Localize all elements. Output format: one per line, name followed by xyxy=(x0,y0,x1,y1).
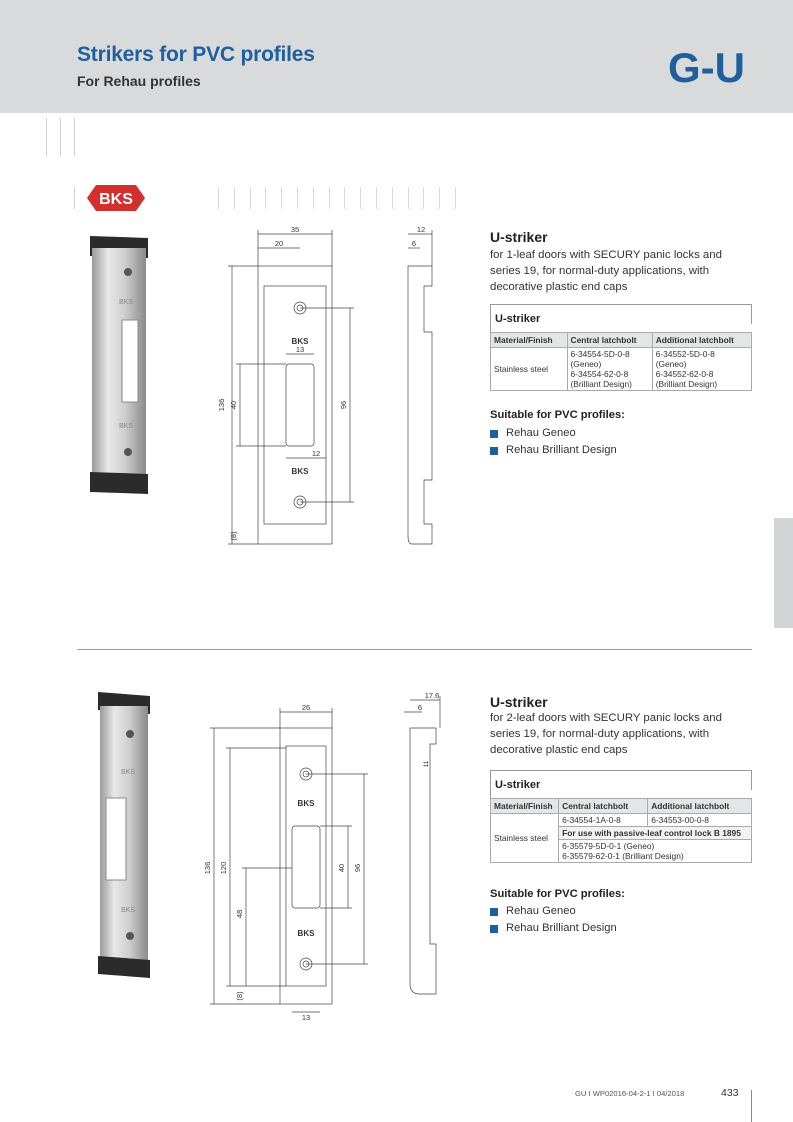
svg-text:BKS: BKS xyxy=(118,299,134,306)
dim-depth-2: 6 xyxy=(411,239,417,248)
product-2-title: U-striker xyxy=(490,694,548,710)
note-cell: For use with passive-leaf control lock B 1895 xyxy=(559,827,752,840)
decor-tick xyxy=(408,187,409,209)
spec-table xyxy=(490,798,752,863)
dim-holes: 96 xyxy=(339,400,348,410)
page-header xyxy=(0,0,793,113)
col-header: Additional latchbolt xyxy=(652,333,751,348)
decor-tick xyxy=(281,187,282,209)
technical-drawing-2 xyxy=(200,688,462,1022)
dim-depth: 12 xyxy=(416,225,426,234)
logo-text: G-U xyxy=(668,44,745,88)
bullet-icon xyxy=(490,925,498,933)
additional-cell: 6-34552-5D-0-8 (Geneo) 6-34552-62-0-8 (Brilliant Design) xyxy=(652,348,751,391)
list-item: Rehau Brilliant Design xyxy=(490,920,617,937)
dim-opening: 40 xyxy=(229,400,238,410)
bullet-icon xyxy=(490,908,498,916)
central-cell: 6-34554-5D-0-8 (Geneo) 6-34554-62-0-8 (Brilliant Design) xyxy=(567,348,652,391)
decor-tick xyxy=(376,187,377,209)
dim-c: (8) xyxy=(235,991,244,1001)
extra-cell: 6-35579-5D-0-1 (Geneo) 6-35579-62-0-1 (Brilliant Design) xyxy=(559,840,752,863)
suitable-title-1: Suitable for PVC profiles: xyxy=(490,409,625,421)
page-title: Strikers for PVC profiles xyxy=(77,43,315,66)
decor-line xyxy=(74,187,75,209)
dim-a: 13 xyxy=(295,345,305,354)
product-photo-1 xyxy=(84,228,154,498)
bullet-icon xyxy=(490,430,498,438)
drawing-label: BKS xyxy=(297,799,315,808)
decor-tick xyxy=(439,187,440,209)
drawing-label: BKS xyxy=(291,467,309,476)
spec-table-title: U-striker xyxy=(490,304,752,332)
bks-badge-text: BKS xyxy=(99,191,133,208)
svg-text:BKS: BKS xyxy=(118,423,134,430)
dim-width: 35 xyxy=(290,225,300,234)
product-photo-2 xyxy=(92,690,156,980)
central-cell: 6-34554-1A-0-8 xyxy=(559,814,648,827)
col-header: Central latchbolt xyxy=(567,333,652,348)
dim-height-2: 120 xyxy=(219,861,228,875)
dim-width: 26 xyxy=(301,703,311,712)
suitable-list-1 xyxy=(490,425,617,459)
decor-tick xyxy=(250,187,251,209)
decor-line xyxy=(46,118,47,156)
decor-tick xyxy=(234,187,235,209)
bks-brand-badge xyxy=(86,184,146,212)
product-1-description: for 1-leaf doors with SECURY panic locks and series 19, for normal-duty applications, with decorative plastic end caps xyxy=(490,249,722,293)
decor-tick xyxy=(423,187,424,209)
drawing-label: BKS xyxy=(291,337,309,346)
gu-logo xyxy=(668,44,754,88)
dim-depth-2: 6 xyxy=(417,703,423,712)
drawing-label: BKS xyxy=(297,929,315,938)
dim-a: 13 xyxy=(301,1013,311,1022)
col-header: Material/Finish xyxy=(491,799,559,814)
decor-tick xyxy=(297,187,298,209)
footer-info: GU I WP02016-04-2-1 I 04/2018 xyxy=(575,1089,685,1098)
decor-tick xyxy=(360,187,361,209)
dim-e: 48 xyxy=(235,909,244,919)
dim-height: 136 xyxy=(217,398,226,412)
suitable-list-2 xyxy=(490,903,617,937)
dim-s: 11 xyxy=(423,760,430,768)
list-item: Rehau Geneo xyxy=(490,425,617,442)
spec-table-2 xyxy=(490,770,752,863)
decor-tick xyxy=(313,187,314,209)
decor-tick xyxy=(344,187,345,209)
dim-c: (8) xyxy=(229,531,238,541)
decor-tick xyxy=(392,187,393,209)
section-divider xyxy=(77,649,752,650)
col-header: Central latchbolt xyxy=(559,799,648,814)
material-cell: Stainless steel xyxy=(491,814,559,863)
dim-opening: 40 xyxy=(337,863,346,873)
additional-cell: 6-34553-00-0-8 xyxy=(648,814,752,827)
dim-b: 12 xyxy=(311,449,321,458)
page-subtitle: For Rehau profiles xyxy=(77,73,201,89)
svg-text:BKS: BKS xyxy=(120,907,136,914)
list-item: Rehau Geneo xyxy=(490,903,617,920)
decor-tick xyxy=(329,187,330,209)
product-2-description: for 2-leaf doors with SECURY panic locks and series 19, for normal-duty applications, with decorative plastic end caps xyxy=(490,712,722,756)
decor-tick xyxy=(218,187,219,209)
list-item: Rehau Brilliant Design xyxy=(490,442,617,459)
dim-height: 136 xyxy=(203,861,212,875)
product-1-title: U-striker xyxy=(490,229,548,245)
technical-drawing-1 xyxy=(212,222,457,552)
spec-table xyxy=(490,332,752,391)
svg-text:BKS: BKS xyxy=(120,769,136,776)
col-header: Material/Finish xyxy=(491,333,568,348)
suitable-title-2: Suitable for PVC profiles: xyxy=(490,888,625,900)
footer-divider xyxy=(751,1090,752,1122)
side-tab xyxy=(774,518,793,628)
bullet-icon xyxy=(490,447,498,455)
dim-depth: 17.6 xyxy=(424,691,440,700)
decor-line xyxy=(74,118,75,156)
page-number: 433 xyxy=(721,1087,739,1099)
spec-table-title: U-striker xyxy=(490,770,752,798)
col-header: Additional latchbolt xyxy=(648,799,752,814)
dim-width-2: 20 xyxy=(274,239,284,248)
spec-table-1 xyxy=(490,304,752,391)
dim-holes: 96 xyxy=(353,863,362,873)
material-cell: Stainless steel xyxy=(491,348,568,391)
decor-line xyxy=(60,118,61,156)
decor-tick xyxy=(265,187,266,209)
decor-tick xyxy=(455,187,456,209)
